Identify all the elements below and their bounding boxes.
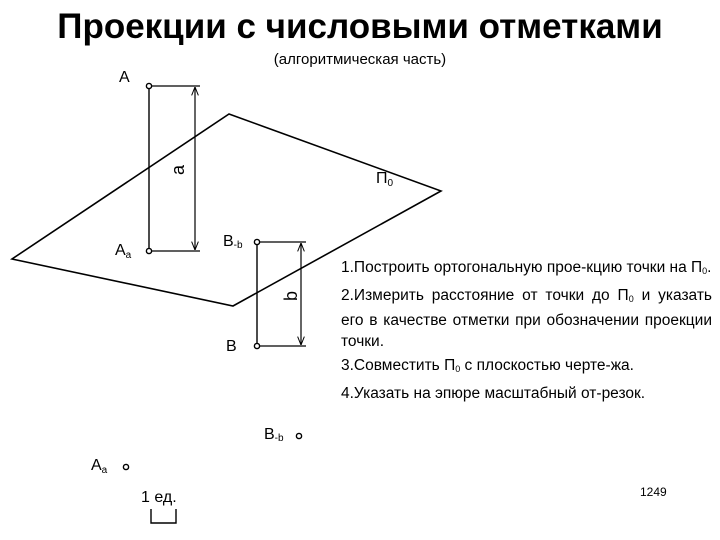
step-4: 4.Указать на эпюре масштабный от-резок. <box>341 385 646 402</box>
point-a <box>146 83 151 88</box>
step-2: 2.Измерить расстояние от точки до $П_0$ и указать его в качестве отметки при обозначении проекции точки. <box>341 287 713 350</box>
step-1: 1.Построить ортогональную прое-кцию точки на $П_0$. <box>341 259 712 276</box>
epure-point-a <box>123 464 128 469</box>
label-point-b: B <box>226 338 237 355</box>
label-point-a-projection: Aa <box>115 242 132 261</box>
page-title: Проекции с числовыми отметками <box>57 7 663 46</box>
page-number: 1249 <box>640 485 667 499</box>
label-point-a: A <box>119 69 130 86</box>
step-3: 3.Совместить $П_0$ с плоскостью черте-жа. <box>341 357 634 374</box>
point-b-projection <box>254 239 259 244</box>
page-subtitle: (алгоритмическая часть) <box>273 51 447 68</box>
epure-point-b <box>296 433 301 438</box>
label-scale: 1 ед. <box>141 489 177 506</box>
scale-segment <box>151 509 176 523</box>
label-plane-p0: П0 <box>376 170 394 189</box>
point-b <box>254 343 259 348</box>
label-distance-b: b <box>281 290 301 302</box>
label-point-b-projection: B-b <box>223 233 243 251</box>
label-epure-a: Aa <box>91 457 108 476</box>
label-epure-b: B-b <box>264 426 284 444</box>
algorithm-steps <box>341 257 712 407</box>
point-a-projection <box>146 248 151 253</box>
label-distance-a: a <box>168 164 188 176</box>
